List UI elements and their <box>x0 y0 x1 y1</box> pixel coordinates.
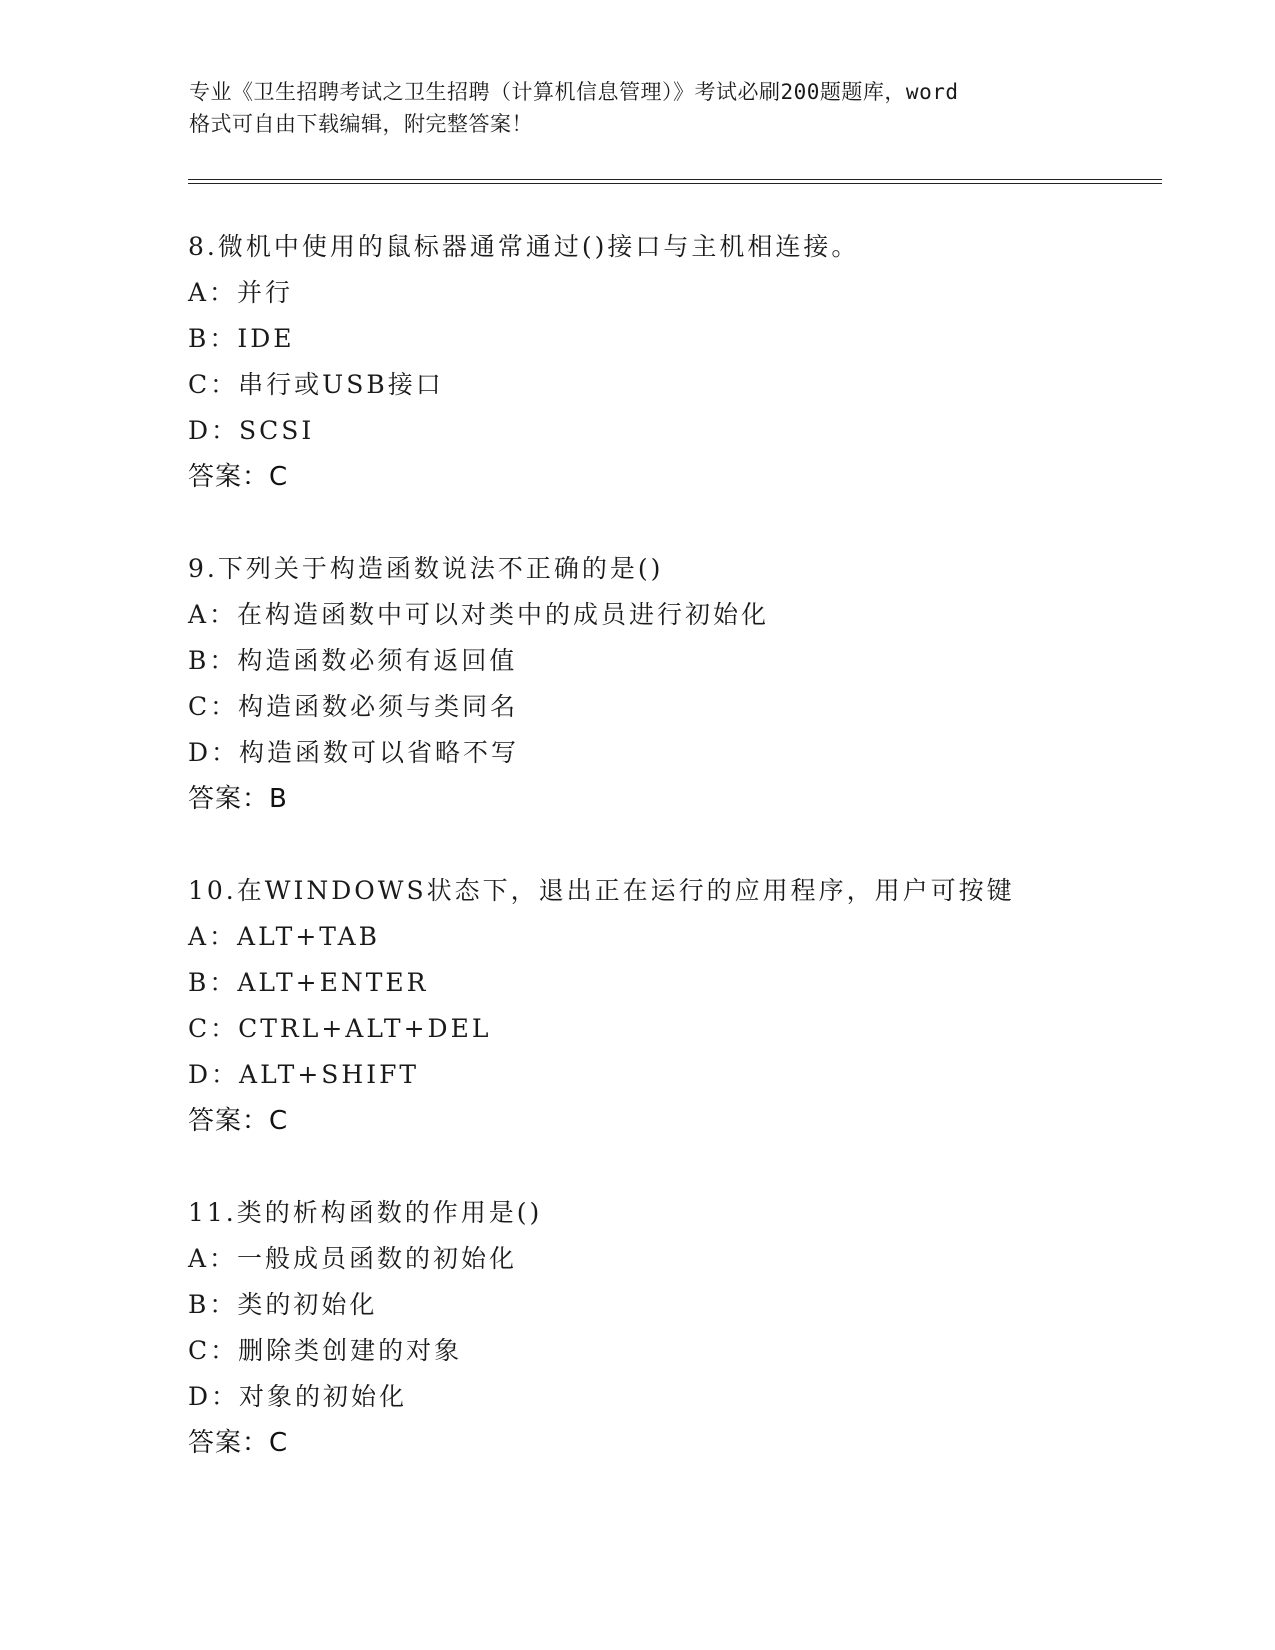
answer-line: 答案：C <box>188 1428 289 1458</box>
option-c: C：CTRL+ALT+DEL <box>188 1014 492 1043</box>
question-stem: 8.微机中使用的鼠标器通常通过()接口与主机相连接。 <box>188 232 860 261</box>
answer-line: 答案：C <box>188 462 289 492</box>
question-block <box>188 224 1148 500</box>
option-a: A：在构造函数中可以对类中的成员进行初始化 <box>188 600 770 629</box>
question-block <box>188 1190 1148 1466</box>
header-divider-bottom <box>188 183 1162 184</box>
question-stem: 10.在WINDOWS状态下，退出正在运行的应用程序，用户可按键 <box>188 876 1015 905</box>
option-c: C：构造函数必须与类同名 <box>188 692 519 721</box>
option-d: D：对象的初始化 <box>188 1382 408 1411</box>
option-b: B：类的初始化 <box>188 1290 378 1319</box>
answer-line: 答案：B <box>188 784 288 814</box>
option-c: C：串行或USB接口 <box>188 370 444 399</box>
option-b: B：ALT+ENTER <box>188 968 429 997</box>
header-divider-top <box>188 179 1162 180</box>
question-stem: 11.类的析构函数的作用是() <box>188 1198 543 1227</box>
option-a: A：ALT+TAB <box>188 922 381 951</box>
answer-line: 答案：C <box>188 1106 289 1136</box>
question-stem: 9.下列关于构造函数说法不正确的是() <box>188 554 664 583</box>
document-header <box>189 76 1109 140</box>
header-title-line-1: 专业《卫生招聘考试之卫生招聘（计算机信息管理）》考试必刷200题题库，word <box>189 80 959 104</box>
option-a: A：并行 <box>188 278 294 307</box>
header-title-line-2: 格式可自由下载编辑，附完整答案！ <box>189 112 533 136</box>
question-block <box>188 868 1148 1144</box>
option-d: D：SCSI <box>188 416 315 445</box>
option-a: A：一般成员函数的初始化 <box>188 1244 518 1273</box>
question-block <box>188 546 1148 822</box>
option-d: D：构造函数可以省略不写 <box>188 738 520 767</box>
option-c: C：删除类创建的对象 <box>188 1336 463 1365</box>
option-b: B：IDE <box>188 324 295 353</box>
option-d: D：ALT+SHIFT <box>188 1060 420 1089</box>
option-b: B：构造函数必须有返回值 <box>188 646 518 675</box>
